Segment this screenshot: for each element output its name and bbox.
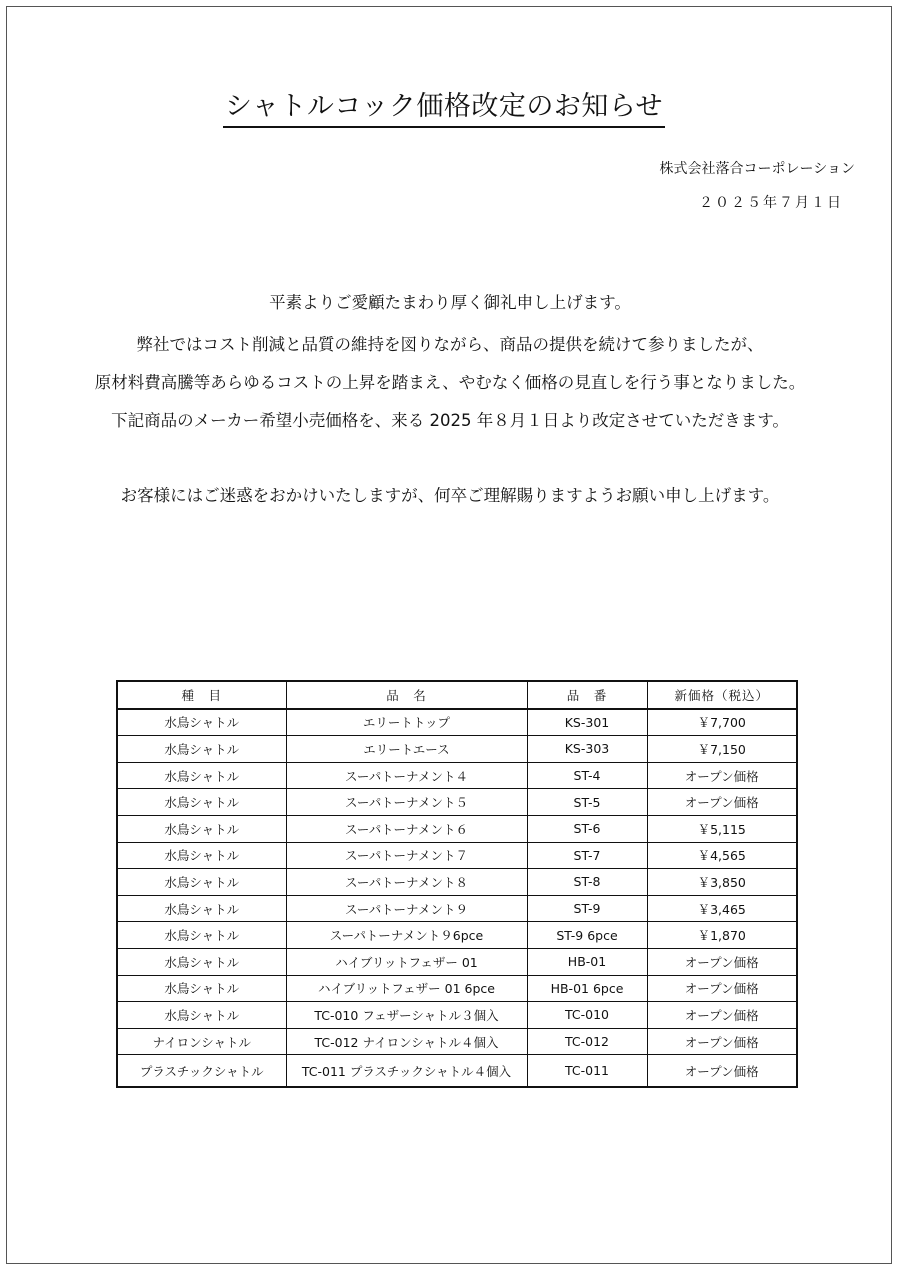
cell-price: オープン価格 bbox=[647, 1055, 797, 1087]
cell-type: 水鳥シャトル bbox=[117, 895, 286, 922]
table-header-row bbox=[117, 681, 797, 709]
cell-type: 水鳥シャトル bbox=[117, 709, 286, 736]
page-title: シャトルコック価格改定のお知らせ bbox=[224, 91, 664, 122]
cell-price: ￥1,870 bbox=[647, 922, 797, 949]
body-line-2: 弊社ではコスト削減と品質の維持を図りながら、商品の提供を続けて参りましたが、 bbox=[136, 335, 764, 354]
header-type: 種 目 bbox=[117, 681, 286, 709]
table-row bbox=[117, 815, 797, 842]
cell-name: エリートトップ bbox=[286, 709, 527, 736]
cell-type: 水鳥シャトル bbox=[117, 948, 286, 975]
cell-name: エリートエース bbox=[286, 736, 527, 763]
table-row bbox=[117, 1028, 797, 1055]
cell-code: HB-01 bbox=[527, 948, 647, 975]
cell-name: TC-010 フェザーシャトル３個入 bbox=[286, 1002, 527, 1029]
table-row bbox=[117, 736, 797, 763]
cell-price: オープン価格 bbox=[647, 948, 797, 975]
cell-name: スーパトーナメント５ bbox=[286, 789, 527, 816]
cell-type: 水鳥シャトル bbox=[117, 762, 286, 789]
cell-code: ST-7 bbox=[527, 842, 647, 869]
cell-code: TC-010 bbox=[527, 1002, 647, 1029]
cell-type: 水鳥シャトル bbox=[117, 869, 286, 896]
company-name: 株式会社落合コーポレーション bbox=[659, 161, 855, 177]
cell-type: 水鳥シャトル bbox=[117, 975, 286, 1002]
table-row bbox=[117, 948, 797, 975]
cell-code: KS-301 bbox=[527, 709, 647, 736]
cell-name: スーパトーナメント９6pce bbox=[286, 922, 527, 949]
cell-code: KS-303 bbox=[527, 736, 647, 763]
cell-price: ￥3,465 bbox=[647, 895, 797, 922]
table-row bbox=[117, 842, 797, 869]
table-row bbox=[117, 1055, 797, 1087]
cell-name: ハイブリットフェザー 01 bbox=[286, 948, 527, 975]
table-row bbox=[117, 975, 797, 1002]
cell-code: TC-011 bbox=[527, 1055, 647, 1087]
title-underline bbox=[223, 126, 665, 128]
cell-code: ST-6 bbox=[527, 815, 647, 842]
table-row bbox=[117, 789, 797, 816]
cell-name: TC-012 ナイロンシャトル４個入 bbox=[286, 1028, 527, 1055]
cell-type: ナイロンシャトル bbox=[117, 1028, 286, 1055]
cell-code: ST-8 bbox=[527, 869, 647, 896]
cell-name: TC-011 プラスチックシャトル４個入 bbox=[286, 1055, 527, 1087]
table-row bbox=[117, 1002, 797, 1029]
cell-code: TC-012 bbox=[527, 1028, 647, 1055]
cell-name: スーパトーナメント８ bbox=[286, 869, 527, 896]
cell-price: ￥5,115 bbox=[647, 815, 797, 842]
cell-price: オープン価格 bbox=[647, 1028, 797, 1055]
cell-code: HB-01 6pce bbox=[527, 975, 647, 1002]
cell-price: オープン価格 bbox=[647, 789, 797, 816]
table-row bbox=[117, 922, 797, 949]
cell-code: ST-9 bbox=[527, 895, 647, 922]
cell-price: オープン価格 bbox=[647, 975, 797, 1002]
cell-price: ￥4,565 bbox=[647, 842, 797, 869]
cell-price: オープン価格 bbox=[647, 1002, 797, 1029]
cell-price: ￥7,150 bbox=[647, 736, 797, 763]
cell-type: 水鳥シャトル bbox=[117, 842, 286, 869]
cell-type: 水鳥シャトル bbox=[117, 815, 286, 842]
header-price: 新価格（税込） bbox=[647, 681, 797, 709]
table-row bbox=[117, 762, 797, 789]
cell-type: 水鳥シャトル bbox=[117, 789, 286, 816]
cell-price: オープン価格 bbox=[647, 762, 797, 789]
cell-name: スーパトーナメント６ bbox=[286, 815, 527, 842]
header-name: 品 名 bbox=[286, 681, 527, 709]
table-row bbox=[117, 709, 797, 736]
cell-type: 水鳥シャトル bbox=[117, 1002, 286, 1029]
cell-type: 水鳥シャトル bbox=[117, 922, 286, 949]
cell-price: ￥3,850 bbox=[647, 869, 797, 896]
header-code: 品 番 bbox=[527, 681, 647, 709]
cell-price: ￥7,700 bbox=[647, 709, 797, 736]
body-line-5: お客様にはご迷惑をおかけいたしますが、何卒ご理解賜りますようお願い申し上げます。 bbox=[120, 486, 780, 505]
notice-date: ２０２５年７月１日 bbox=[699, 195, 843, 211]
cell-name: ハイブリットフェザー 01 6pce bbox=[286, 975, 527, 1002]
cell-name: スーパトーナメント４ bbox=[286, 762, 527, 789]
cell-type: プラスチックシャトル bbox=[117, 1055, 286, 1087]
cell-name: スーパトーナメント７ bbox=[286, 842, 527, 869]
cell-type: 水鳥シャトル bbox=[117, 736, 286, 763]
body-line-4: 下記商品のメーカー希望小売価格を、来る 2025 年８月１日より改定させていただきます。 bbox=[111, 411, 789, 430]
body-line-3: 原材料費高騰等あらゆるコストの上昇を踏まえ、やむなく価格の見直しを行う事となりました。 bbox=[94, 373, 806, 392]
cell-code: ST-4 bbox=[527, 762, 647, 789]
table-row bbox=[117, 869, 797, 896]
table-row bbox=[117, 895, 797, 922]
price-table bbox=[116, 680, 798, 1088]
cell-name: スーパトーナメント９ bbox=[286, 895, 527, 922]
cell-code: ST-5 bbox=[527, 789, 647, 816]
cell-code: ST-9 6pce bbox=[527, 922, 647, 949]
body-line-1: 平素よりご愛顧たまわり厚く御礼申し上げます。 bbox=[269, 293, 631, 312]
